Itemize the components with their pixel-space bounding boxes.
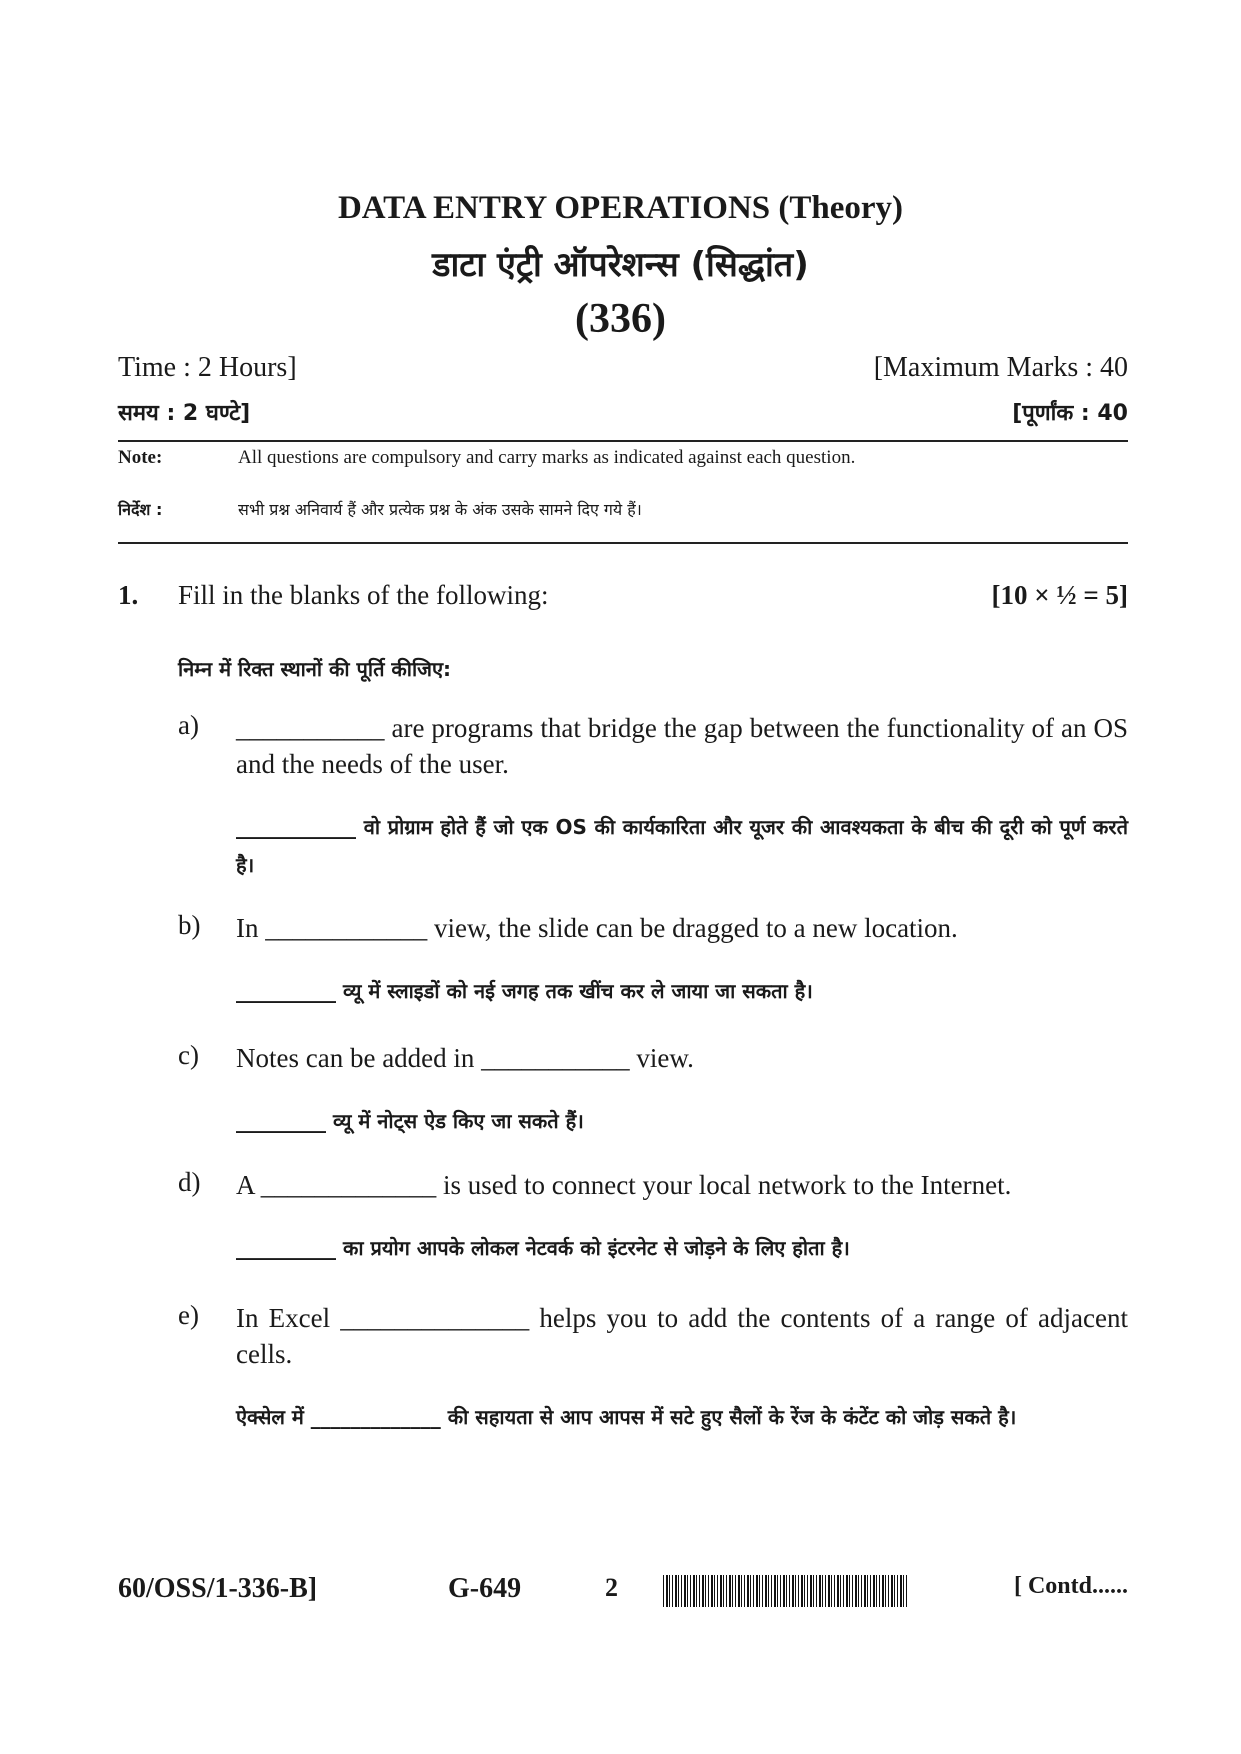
note-text-hindi: सभी प्रश्न अनिवार्य हैं और प्रत्येक प्रश्न के अंक उसके सामने दिए गये हैं। [238, 500, 642, 519]
max-marks-hindi: [पूर्णांक : 40 [1012, 401, 1128, 426]
time-english: Time : 2 Hours] [118, 352, 297, 383]
divider-top [118, 440, 1128, 442]
sub-question-english: Notes can be added in ___________ view. [236, 1043, 694, 1073]
sub-question-label: d) [178, 1167, 201, 1197]
note-label-hindi: निर्देश : [118, 500, 163, 519]
sub-question-english: In Excel ______________ helps you to add the contents of a range of adjacent cells. [236, 1303, 1128, 1369]
subject-code: (336) [575, 296, 666, 342]
sub-question-label: c) [178, 1040, 199, 1070]
paper-code: 60/OSS/1-336-B] [118, 1573, 318, 1604]
sub-question-label: a) [178, 710, 199, 740]
series-code: G-649 [448, 1573, 522, 1604]
continued-label: [ Contd...... [1013, 1573, 1128, 1599]
page-footer [118, 1573, 1128, 1613]
sub-question-label: b) [178, 910, 201, 940]
sub-question-hindi: _________ व्यू में नोट्स ऐड किए जा सकते हैं। [236, 1109, 584, 1133]
sub-question-hindi: __________ व्यू में स्लाइडों को नई जगह तक खींच कर ले जाया जा सकता है। [236, 979, 813, 1003]
title-english: DATA ENTRY OPERATIONS (Theory) [337, 190, 904, 226]
max-marks-english: [Maximum Marks : 40 [873, 352, 1128, 383]
question-text-hindi: निम्न में रिक्त स्थानों की पूर्ति कीजिए: [178, 657, 452, 681]
time-hindi: समय : 2 घण्टे] [118, 401, 251, 426]
barcode-icon [663, 1575, 908, 1607]
page-number: 2 [605, 1573, 618, 1602]
title-hindi: डाटा एंट्री ऑपरेशन्स (सिद्धांत) [432, 245, 809, 285]
sub-question-english: In ____________ view, the slide can be dragged to a new location. [236, 913, 958, 943]
note-text: All questions are compulsory and carry marks as indicated against each question. [238, 447, 856, 468]
sub-question-english: ___________ are programs that bridge the gap between the functionality of an OS and the needs of the user. [236, 713, 1128, 779]
question-marks: [10 × ½ = 5] [991, 580, 1128, 610]
question-number: 1. [118, 580, 139, 610]
divider-bottom [118, 542, 1128, 544]
sub-question-english: A _____________ is used to connect your local network to the Internet. [236, 1170, 1012, 1200]
sub-question-hindi: ____________ वो प्रोग्राम होते हैं जो एक OS की कार्यकारिता और यूजर की आवश्यकता के बीच की दूरी को पूर्ण करते है। [236, 815, 1128, 877]
sub-question-hindi: __________ का प्रयोग आपके लोकल नेटवर्क को इंटरनेट से जोड़ने के लिए होता है। [236, 1236, 850, 1260]
question-text: Fill in the blanks of the following: [178, 580, 549, 610]
sub-question-label: e) [178, 1300, 199, 1330]
sub-question-hindi: ऐक्सेल में _____________ की सहायता से आप आपस में सटे हुए सैलों के रेंज के कंटेंट को जोड़ सकते है। [236, 1405, 1017, 1429]
note-label: Note: [118, 447, 163, 468]
